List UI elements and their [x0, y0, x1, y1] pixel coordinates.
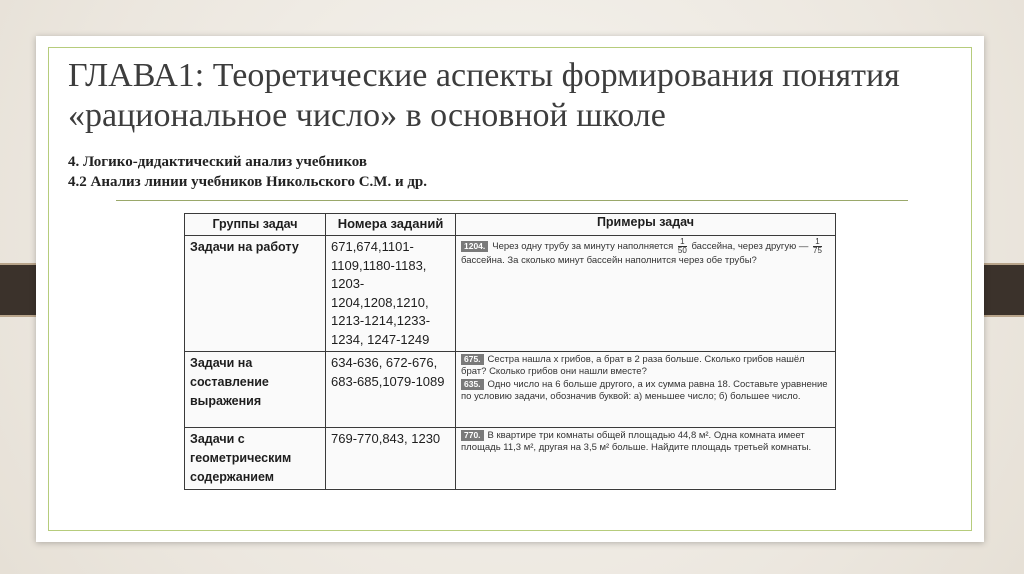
fraction [678, 238, 687, 255]
task-item [461, 379, 830, 403]
slide-subtitle [68, 152, 948, 192]
table-header-row [185, 214, 836, 236]
table-row [185, 428, 836, 490]
tasks-table-image [184, 213, 836, 488]
task-number: 675. [461, 354, 484, 365]
task-text: бассейна. За сколько минут бассейн наполнится через обе трубы? [461, 255, 757, 266]
numbers-cell: 634-636, 672-676, 683-685,1079-1089 [326, 352, 456, 428]
subtitle-line-1: 4. Логико-дидактический анализ учебников [68, 154, 367, 170]
fraction-denominator: 75 [813, 246, 822, 255]
task-item [461, 430, 830, 454]
slide-title: ГЛАВА1: Теоретические аспекты формирования понятия «рациональное число» в основной школе [68, 57, 900, 134]
left-decor-strip [0, 263, 38, 317]
example-cell [456, 236, 836, 352]
fraction-denominator: 50 [677, 246, 687, 255]
divider-line [116, 200, 908, 201]
fraction-numerator: 1 [815, 237, 820, 246]
task-number: 1204. [461, 241, 488, 252]
task-item [461, 238, 830, 267]
task-text: В квартире три комнаты общей площадью 44,8 м². Одна комната имеет площадь 11,3 м², другая на 3,5 м² больше. Найдите площадь третьей комнаты. [461, 430, 812, 453]
group-cell: Задачи на работу [185, 236, 326, 352]
group-cell: Задачи с геометрическим содержанием [185, 428, 326, 490]
slide [36, 36, 984, 542]
example-cell [456, 352, 836, 428]
task-number: 635. [461, 379, 484, 390]
table-row [185, 352, 836, 428]
header-groups: Группы задач [185, 214, 326, 236]
task-text: бассейна, через другую — [691, 241, 809, 253]
task-number: 770. [461, 430, 484, 441]
fraction-numerator: 1 [680, 237, 685, 246]
numbers-cell: 671,674,1101-1109,1180-1183, 1203-1204,1208,1210, 1213-1214,1233-1234, 1247-1249 [326, 236, 456, 352]
task-item [461, 354, 830, 378]
fraction [813, 238, 822, 255]
header-examples: Примеры задач [456, 214, 836, 236]
tasks-table [184, 213, 836, 490]
task-text: Одно число на 6 больше другого, а их сумма равна 18. Составьте уравнение по условию задачи, обозначив буквой: а) меньшее число; б) большее число. [461, 379, 828, 402]
numbers-cell: 769-770,843, 1230 [326, 428, 456, 490]
subtitle-line-2: 4.2 Анализ линии учебников Никольского С.М. и др. [68, 174, 428, 190]
table-row [185, 236, 836, 352]
example-cell [456, 428, 836, 490]
task-text: Сестра нашла x грибов, а брат в 2 раза больше. Сколько грибов нашёл брат? Сколько грибов они нашли вместе? [461, 354, 805, 377]
group-cell: Задачи на составление выражения [185, 352, 326, 428]
header-numbers: Номера заданий [326, 214, 456, 236]
task-text: Через одну трубу за минуту наполняется [492, 241, 674, 253]
